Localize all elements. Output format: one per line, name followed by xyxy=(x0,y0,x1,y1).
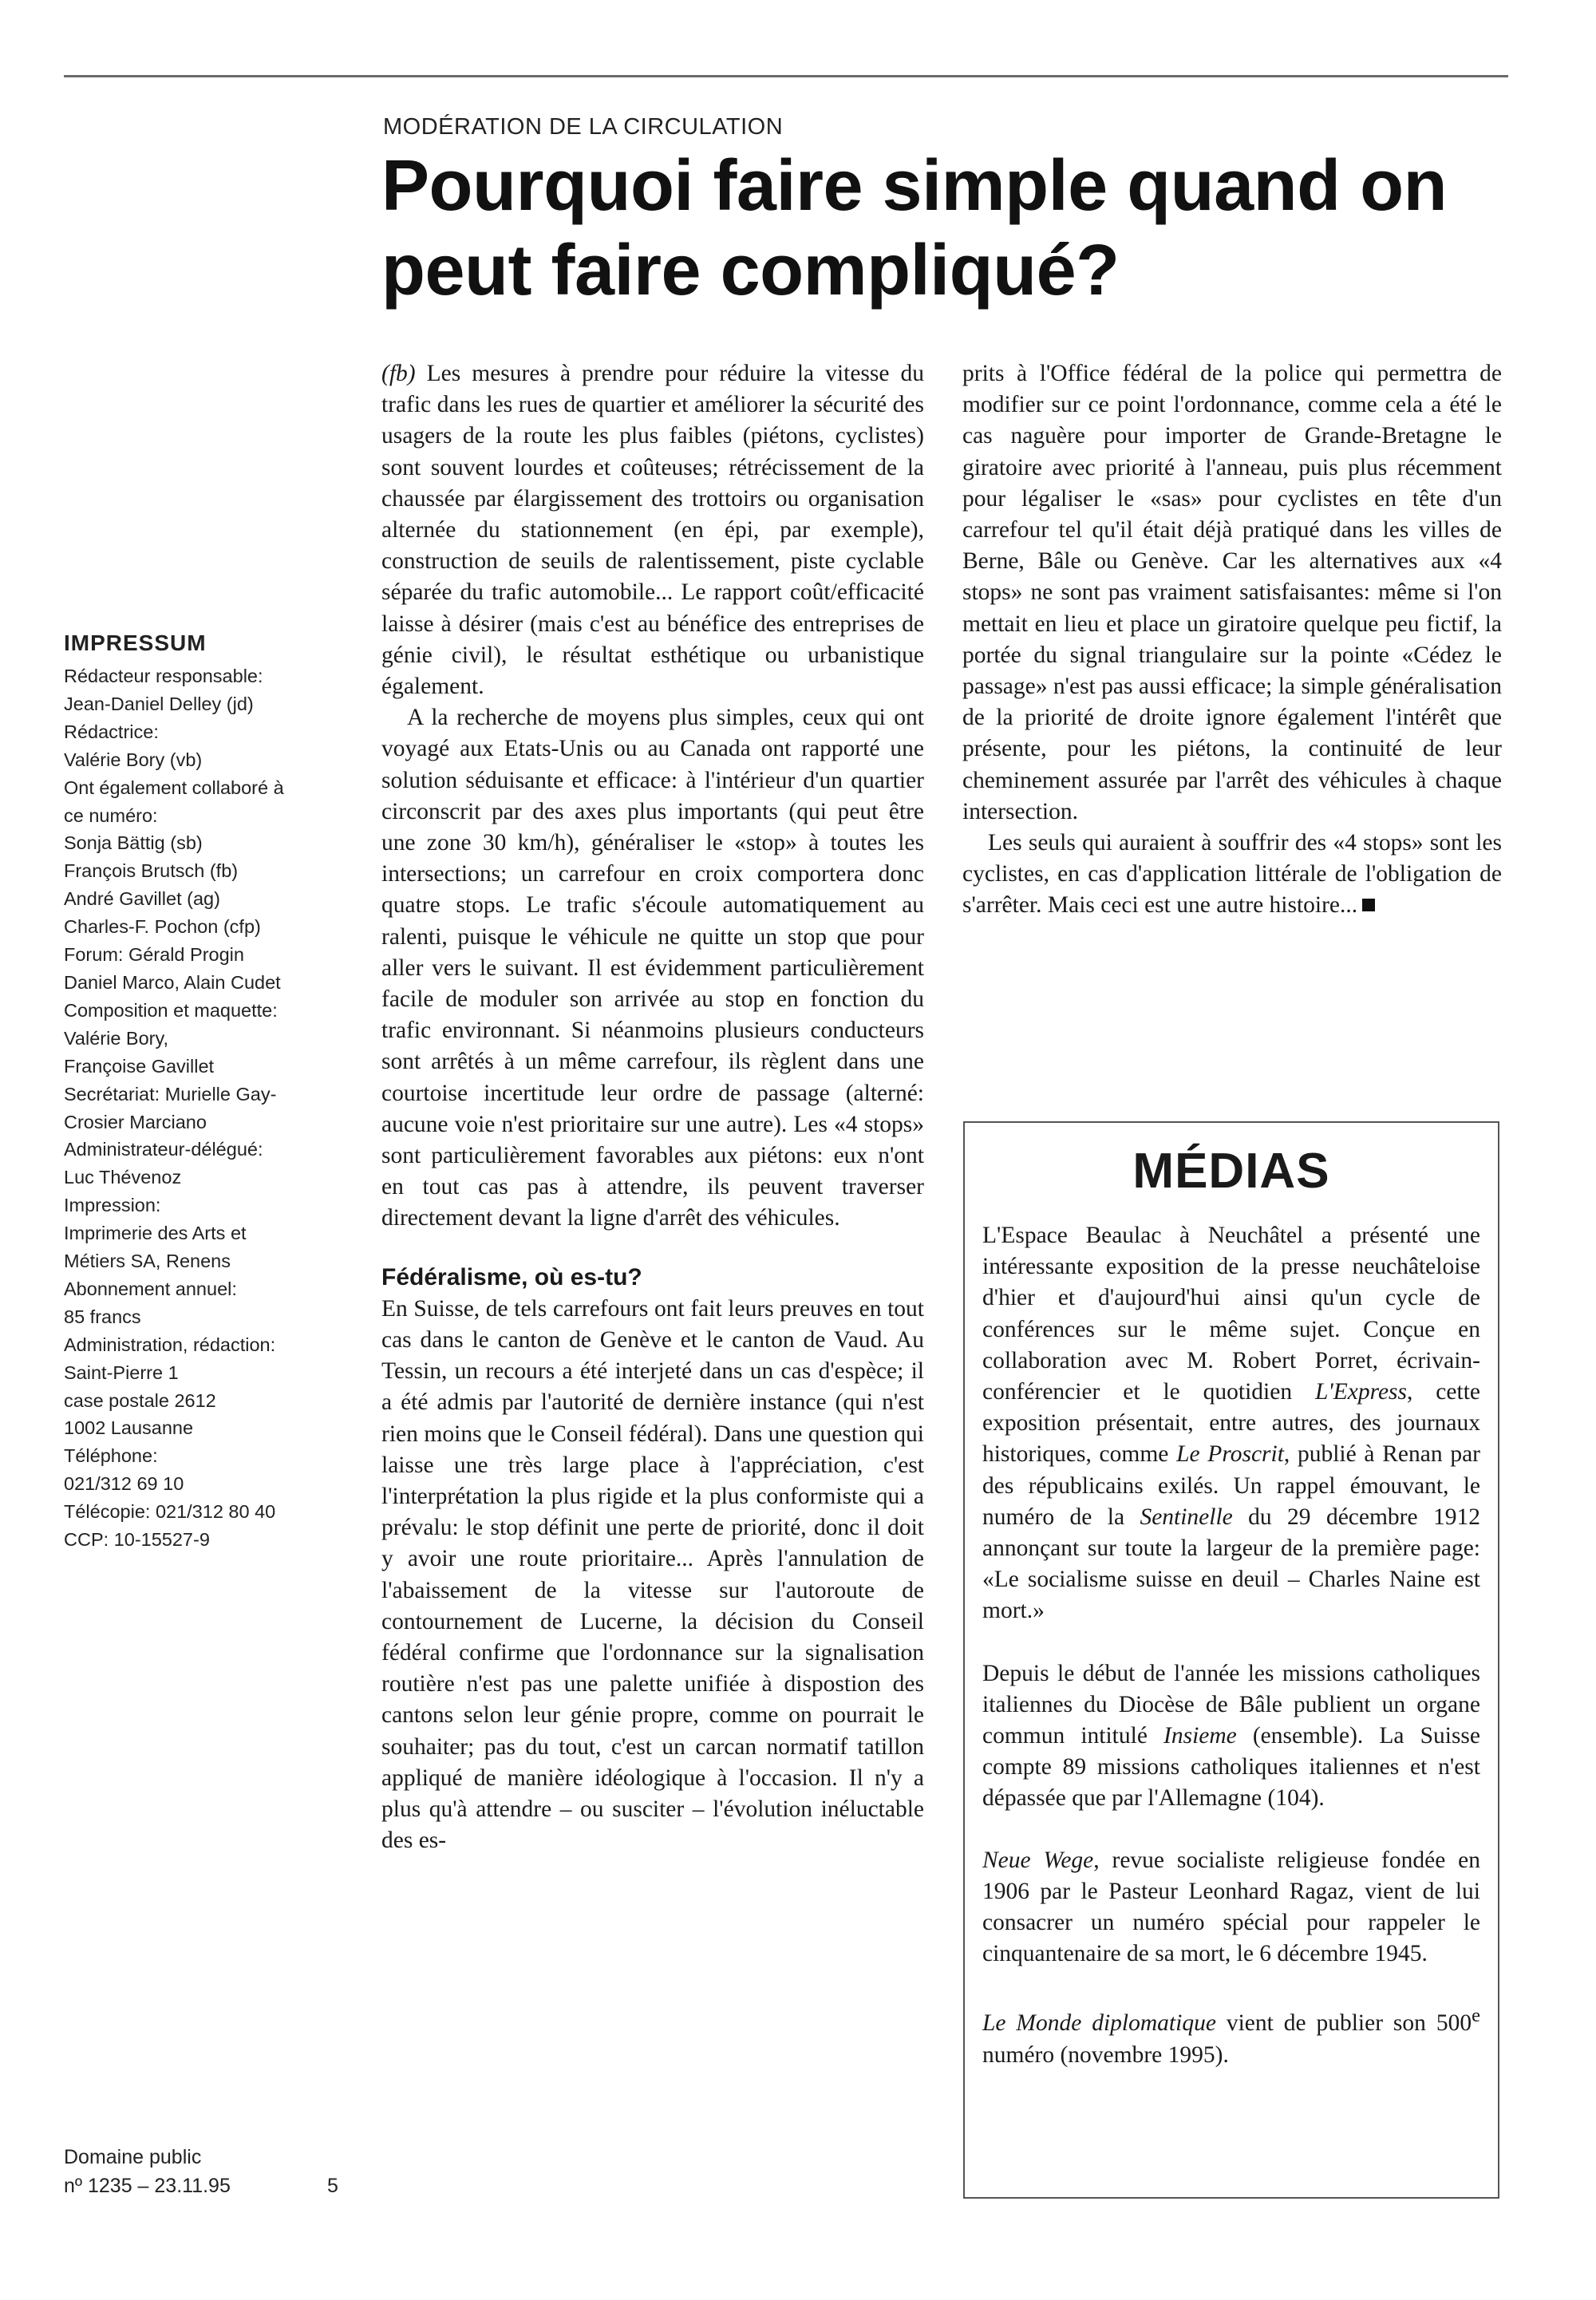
impressum-line: 85 francs xyxy=(64,1306,141,1327)
medias-item xyxy=(982,1220,1480,1627)
medias-box xyxy=(963,1121,1499,2199)
medias-title: MÉDIAS xyxy=(1132,1144,1330,1199)
item-text: du 29 décembre 1912 annonçant sur toute la largeur de la première page: «Le socialisme suisse en deuil – Charles Naine est mort.» xyxy=(982,1504,1480,1624)
impressum-line: Métiers SA, Renens xyxy=(64,1251,231,1272)
impressum-line: Jean-Daniel Delley (jd) xyxy=(64,693,254,714)
impressum-line: Téléphone: xyxy=(64,1445,158,1467)
impressum-line: Impression: xyxy=(64,1195,161,1216)
superscript: e xyxy=(1472,2005,1480,2027)
article-column-1 xyxy=(381,358,924,1856)
title-insieme: Insieme xyxy=(1163,1723,1237,1749)
article-paragraph xyxy=(962,828,1502,922)
impressum-line: Valérie Bory (vb) xyxy=(64,749,203,770)
impressum-line: Composition et maquette: xyxy=(64,999,278,1021)
impressum-line: Forum: Gérald Progin xyxy=(64,944,244,966)
issue-number: nº 1235 – 23.11.95 xyxy=(64,2175,231,2197)
item-text: , cette exposition présentait, entre autres, des journaux historiques, comme xyxy=(982,1379,1480,1468)
item-text: Depuis le début de l'année les missions catholiques italiennes du Diocèse de Bâle publient un organe commun intitulé xyxy=(982,1660,1480,1749)
page-number: 5 xyxy=(327,2175,338,2197)
impressum-line: Sonja Bättig (sb) xyxy=(64,832,203,854)
article-headline: Pourquoi faire simple quand on peut faire compliqué? xyxy=(381,146,1448,310)
item-text: numéro (novembre 1995). xyxy=(982,2041,1229,2068)
paragraph-text: Les seuls qui auraient à souffrir des «4 stops» sont les cyclistes, en cas d'application littérale de l'obligation de s'arrêter. Mais ceci est une autre histoire... xyxy=(962,830,1502,919)
impressum-line: Saint-Pierre 1 xyxy=(64,1361,179,1383)
publication-name: Domaine public xyxy=(64,2146,202,2168)
title-proscrit: Le Proscrit xyxy=(1176,1441,1284,1468)
impressum-line: Administrateur-délégué: xyxy=(64,1139,263,1160)
impressum-line: Charles-F. Pochon (cfp) xyxy=(64,916,261,938)
end-of-article-mark xyxy=(1362,899,1375,911)
impressum-line: Crosier Marciano xyxy=(64,1111,207,1132)
article-kicker: MODÉRATION DE LA CIRCULATION xyxy=(383,114,784,140)
impressum-line: CCP: 10-15527-9 xyxy=(64,1529,210,1551)
impressum-line: 1002 Lausanne xyxy=(64,1417,194,1439)
article-column-2 xyxy=(962,358,1502,922)
paragraph-text: Les mesures à prendre pour réduire la vitesse du trafic dans les rues de quartier et améliorer la sécurité des usagers de la route les plus faibles (piétons, cyclistes) sont souvent lourdes et coûteuses; rétrécissement de la chaussée par élargissement des trottoirs ou organisation alternée du stationnement (en épi, par exemple), construction de seuils de ralentissement, piste cyclable séparée du trafic automobile... Le rapport coût/efficacité laisse à désirer (mais c'est au bénéfice des entreprises de génie civil), le résultat esthétique ou urbanistique également. xyxy=(381,361,924,700)
impressum-line: Luc Thévenoz xyxy=(64,1167,182,1188)
impressum-line: 021/312 69 10 xyxy=(64,1473,184,1495)
impressum-line: André Gavillet (ag) xyxy=(64,888,220,910)
article-subhead: Fédéralisme, où es-tu? xyxy=(381,1263,642,1290)
impressum-line: Valérie Bory, xyxy=(64,1027,169,1049)
medias-item xyxy=(982,1845,1480,1970)
item-text: , publié à Renan par des républicains exilés. Un rappel émouvant, le numéro de la xyxy=(982,1441,1480,1530)
impressum-box xyxy=(64,629,343,1554)
top-rule xyxy=(64,75,1508,77)
impressum-lines xyxy=(64,662,343,1554)
impressum-line: Abonnement annuel: xyxy=(64,1278,237,1299)
impressum-line: Télécopie: 021/312 80 40 xyxy=(64,1501,276,1523)
impressum-line: François Brutsch (fb) xyxy=(64,860,239,882)
title-express: L'Express xyxy=(1315,1379,1408,1405)
impressum-line: Rédactrice: xyxy=(64,721,159,742)
impressum-line: case postale 2612 xyxy=(64,1389,216,1411)
article-paragraph xyxy=(381,358,924,702)
medias-item xyxy=(982,2000,1480,2070)
impressum-line: Secrétariat: Murielle Gay- xyxy=(64,1083,277,1105)
article-paragraph: prits à l'Office fédéral de la police qui permettra de modifier sur ce point l'ordonnance, comme cela a été le cas naguère pour importer de Grande-Bretagne le giratoire avec priorité à l'anneau, puis plus récemment pour légaliser le «sas» pour cyclistes en tête d'un carrefour tel qu'il était déjà pratiqué dans les villes de Berne, Bâle ou Genève. Car les alternatives aux «4 stops» ne sont pas vraiment satisfaisantes: même si l'on mettait en lieu et place un giratoire quelque peu fictif, la portée du signal triangulaire sur la pointe «Cédez le passage» n'est pas aussi efficace; la simple généralisation de la priorité de droite ignore également l'intérêt que présente, pour les piétons, la continuité de leur cheminement assurée par l'arrêt des véhicules à chaque intersection. xyxy=(962,361,1502,824)
article-paragraph: En Suisse, de tels carrefours ont fait leurs preuves en tout cas dans le canton de Genève et le canton de Vaud. Au Tessin, un recours a été interjeté dans un cas d'espèce; il a été admis par l'autorité de dernière instance (qui n'est rien moins que le Conseil fédéral). Dans une question qui laisse une très large place à l'appréciation, c'est l'interprétation la plus rigide et la plus conformiste qui a prévalu: le stop définit une perte de priorité, donc il doit y avoir une route prioritaire... Après l'annulation de l'abaissement de la vitesse sur l'autoroute de contournement de Lucerne, la décision du Conseil fédéral confirme que l'ordonnance sur la signalisation routière n'est pas une palette unifiée à dispostion des cantons selon leur génie propre, comme on pourrait le souhaiter; pas du tout, c'est un carcan normatif tatillon appliqué de manière idéologique à l'occasion. Il n'y a plus qu'à attendre – ou susciter – l'évolution inéluctable des es- xyxy=(381,1295,924,1854)
impressum-line: Daniel Marco, Alain Cudet xyxy=(64,971,281,993)
item-text: vient de publier son 500 xyxy=(1215,2010,1472,2037)
item-text: L'Espace Beaulac à Neuchâtel a présenté une intéressante exposition de la presse neuchâteloise d'hier et d'aujourd'hui ainsi qu'un cycle de conférences sur le même sujet. Conçue en collaboration avec M. Robert Porret, écrivain-conférencier et le quotidien xyxy=(982,1223,1480,1405)
title-neue-wege: Neue Wege xyxy=(982,1847,1094,1873)
author-initials: (fb) xyxy=(381,361,416,386)
impressum-line: Ont également collaboré à xyxy=(64,777,284,798)
impressum-line: ce numéro: xyxy=(64,804,158,826)
medias-item xyxy=(982,1658,1480,1815)
impressum-title: IMPRESSUM xyxy=(64,630,207,655)
impressum-line: Françoise Gavillet xyxy=(64,1055,215,1077)
impressum-line: Rédacteur responsable: xyxy=(64,666,263,686)
article-paragraph: A la recherche de moyens plus simples, ceux qui ont voyagé aux Etats-Unis ou au Canada ont rapporté une solution séduisante et efficace: à l'intérieur d'un quartier circonscrit par des axes plus importants (qui peut être une zone 30 km/h), généraliser le «stop» à toutes les intersections; un carrefour en croix comportera donc quatre stops. Le trafic s'écoule automatiquement au ralenti, puisque le véhicule ne quitte un stop que pour aller vers le suivant. Il est évidemment particulièrement facile de moduler son arrivée au stop en fonction du trafic environnant. Si néanmoins plusieurs conducteurs sont arrêtés à un même carrefour, ils règlent dans une courtoise incertitude leur ordre de passage (alterné: aucune voie n'est prioritaire sur une autre). Les «4 stops» sont particulièrement favorables aux piétons: eux n'ont en tout cas pas à attendre, ils peuvent traverser directement devant la ligne d'arrêt des véhicules. xyxy=(381,705,924,1231)
impressum-line: Administration, rédaction: xyxy=(64,1334,276,1355)
item-text: , revue socialiste religieuse fondée en 1906 par le Pasteur Leonhard Ragaz, vient de lui consacrer un numéro spécial pour rappeler le cinquantenaire de sa mort, le 6 décembre 1945. xyxy=(982,1847,1480,1967)
page-footer xyxy=(64,2143,351,2200)
title-sentinelle: Sentinelle xyxy=(1140,1504,1233,1530)
title-monde-diplomatique: Le Monde diplomatique xyxy=(982,2010,1216,2037)
impressum-line: Imprimerie des Arts et xyxy=(64,1223,247,1244)
item-text: (ensemble). La Suisse compte 89 missions catholiques italiennes et n'est dépassée que par l'Allemagne (104). xyxy=(982,1723,1481,1812)
